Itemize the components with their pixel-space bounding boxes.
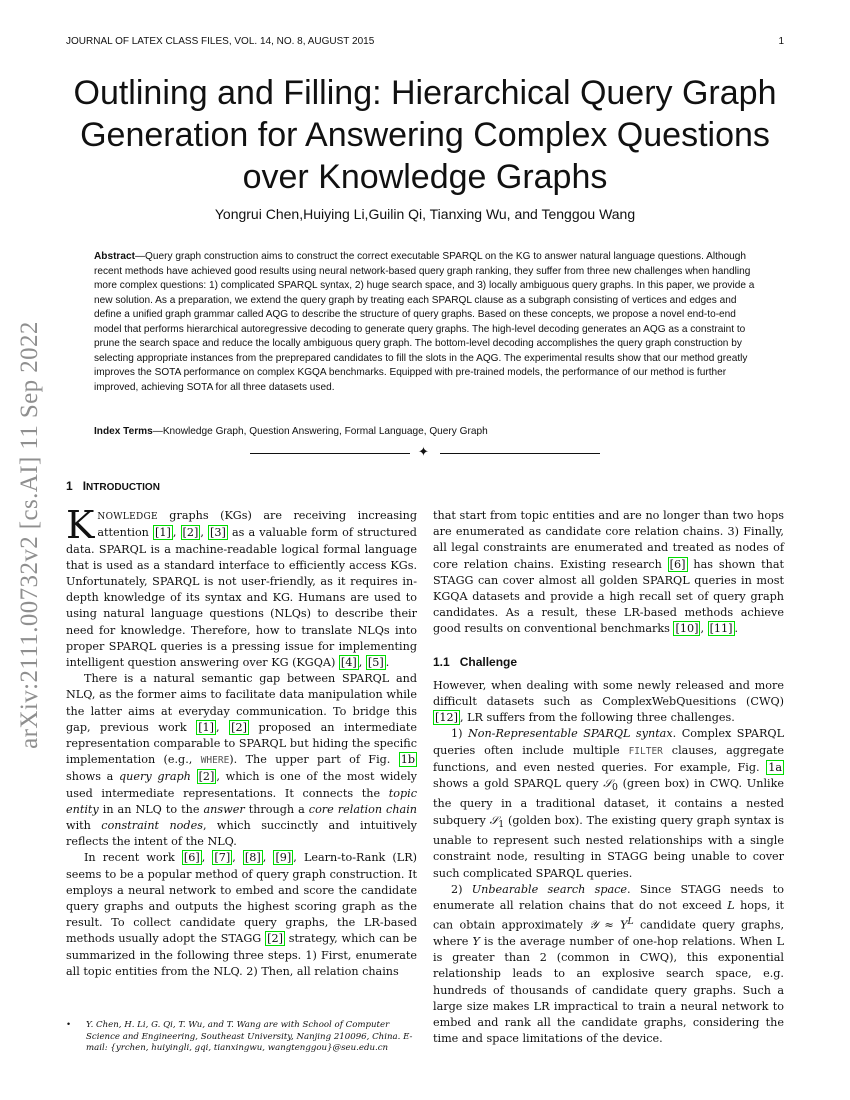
text: , (262, 851, 274, 865)
right-column (433, 508, 784, 1048)
text: is the average number of one-hop relations. When L is greater than 2 (common in CWQ), this exponential relationship leads to an explosive search space, e.g. hundreds of thousands of candidate query graphs. Such a large size makes LR impractical to train a neural network to embed and rank all the candidate graphs, considering the time and space limitations of the device. (433, 935, 784, 1046)
challenge-paragraph-2 (433, 726, 784, 881)
text: , (232, 851, 243, 865)
citation-link[interactable]: [4] (340, 656, 357, 670)
text: , (216, 720, 230, 734)
math-subscript: 0 (611, 782, 618, 794)
abstract-text: —Query graph construction aims to construct the correct executable SPARQL on the KG to answer natural language questions. Although recent methods have achieved good results using neural network-based query graph ranking, they suffer from three new challenges when handling more complex questions: 1) complicated SPARQL syntax, 2) huge search space, and 3) locally ambiguous query graphs. In this paper, we provide a new solution. As a preparation, we extend the query graph by treating each SPARQL clause as a subgraph consisting of vertices and edges and define a unified graph grammar called AQG to describe the structure of query graphs. Based on these concepts, we propose a novel end-to-end model that performs hierarchical autoregressive decoding to generate query graphs. The high-level decoding generates an AQG as a constraint to prune the search space and reduce the locally ambiguous query graph. The bottom-level decoding accomplishes the query graph construction by selecting appropriate instances from the preprepared candidates to fill the slots in the AQG. The experimental results show that our method greatly improves the SOTA performance on complex KGQA benchmarks. Equipped with pre-trained models, the performance of our method is further improved, achieving SOTA for all three datasets used. (94, 251, 755, 393)
intro-paragraph-1 (66, 503, 417, 671)
footnote-text: Y. Chen, H. Li, G. Qi, T. Wu, and T. Wang are with School of Computer Science and Engineering, Southeast University, Nanjing 210096, China. E-mail: {yrchen, huiyingli, gqi, tianxingwu, wangtenggou}@seu.edu.cn (86, 1020, 413, 1053)
text: candidate query graphs, where (433, 918, 784, 949)
index-terms-text: —Knowledge Graph, Question Answering, Formal Language, Query Graph (152, 426, 488, 437)
math-operator: ≈ (598, 918, 621, 932)
text: 1) (451, 727, 468, 741)
text: with (66, 819, 102, 833)
citation-link[interactable]: [6] (669, 557, 686, 571)
citation-link[interactable]: [2] (182, 526, 199, 540)
math-subscript: 1 (498, 818, 505, 830)
text: shows a (66, 770, 120, 784)
section-heading-introduction (66, 478, 417, 496)
text: that start from topic entities and are no longer than two hops are enumerated as candidate core relation chains. 3) Finally, all legal constraints are enumerated and treated as nodes of core relation chains. Existing research (433, 509, 784, 571)
text: . Complex SPARQL queries often include multiple (433, 727, 784, 757)
code-keyword: FILTER (628, 745, 663, 757)
author-list: Yongrui Chen,Huiying Li,Guilin Qi, Tianxing Wu, and Tenggou Wang (214, 206, 636, 222)
intro-paragraph-4 (433, 508, 784, 638)
text: , (358, 656, 366, 670)
citation-link[interactable]: [9] (275, 851, 292, 865)
arxiv-identifier: arXiv:2111.00732v2 [cs.AI] 11 Sep 2022 (16, 321, 44, 749)
math-superscript: L (627, 916, 634, 928)
smallcaps-lead: NOWLEDGE (97, 512, 158, 523)
figure-link[interactable]: 1a (768, 760, 782, 774)
citation-link[interactable]: [8] (244, 851, 261, 865)
emphasis: Unbearable search space (471, 882, 628, 896)
journal-name: JOURNAL OF LATEX CLASS FILES, VOL. 14, NO. 8, AUGUST 2015 (66, 36, 375, 47)
emphasis: Non-Representable SPARQL syntax (467, 727, 673, 741)
text: strategy, which can be summarized in the following three steps. 1) First, enumerate all topic entities from the NLQ. 2) Then, all relation chains (66, 932, 417, 978)
challenge-paragraph-3 (433, 882, 784, 1048)
text: , (172, 526, 181, 540)
section-title-rest: NTRODUCTION (86, 482, 160, 493)
text: There is a natural semantic gap between SPARQL and NLQ, as the former aims to facilitate data manipulation while the latter aims at everyday communication. To bridge this gap, previous work (66, 672, 417, 734)
abstract (94, 250, 756, 395)
text: . Since STAGG needs to enumerate all relation chains that do not exceed (433, 882, 785, 912)
text: In recent work (84, 851, 182, 865)
text: ). The upper part of Fig. (229, 753, 399, 767)
text: , (700, 622, 708, 636)
emphasis: topic entity (66, 786, 417, 816)
index-terms-label: Index Terms (94, 426, 153, 437)
text: 2) (451, 882, 472, 896)
running-header (66, 36, 784, 47)
text: graphs (KGs) are receiving increasing attention (97, 509, 417, 540)
arxiv-stamp (8, 300, 52, 770)
index-terms (94, 425, 756, 439)
text: (golden box). The existing query graph syntax is unable to represent such nested relationships with a single constraint node, resulting in STAGG being unable to cover such complicated SPARQL queries. (433, 813, 784, 880)
text: , Learn-to-Rank (LR) seems to be a popular method of query graph construction. It employs a neural network to embed and score the candidate query graphs and outputs the highest scoring graph as the result. To collect candidate query graphs, the LR-based methods usually adopt the STAGG (66, 851, 418, 946)
math-symbol: L (727, 898, 735, 912)
math-symbol: 𝒴 (589, 918, 599, 932)
text: hops, it can obtain approximately (433, 898, 784, 932)
page-number: 1 (778, 36, 784, 47)
separator-line-right (440, 453, 600, 454)
citation-link[interactable]: [7] (214, 851, 231, 865)
text: clauses, aggregate functions, and even nested queries. For example, Fig. (433, 743, 784, 774)
text: However, when dealing with some newly released and more difficult datasets such as ComplexWebQuesitions (CWQ) (433, 678, 784, 709)
text: shows a gold SPARQL query (433, 777, 604, 791)
citation-link[interactable]: [11] (709, 622, 733, 636)
drop-cap: K (66, 503, 95, 548)
math-symbol: 𝒮 (489, 813, 499, 827)
math-symbol: Y (472, 935, 480, 949)
section-number: 1 (66, 479, 73, 493)
abstract-label: Abstract (94, 251, 135, 262)
citation-link[interactable]: [1] (155, 526, 171, 540)
citation-link[interactable]: [10] (675, 622, 699, 636)
text: through a (244, 802, 309, 816)
text (191, 770, 197, 783)
separator-line-left (250, 453, 410, 454)
bullet-icon: • (66, 1020, 72, 1030)
math-symbol: 𝒮 (603, 777, 612, 791)
citation-link[interactable]: [6] (183, 851, 200, 865)
emphasis: answer (203, 802, 245, 816)
text: . (385, 656, 390, 670)
text: (green box) in CWQ. Unlike the query in a traditional dataset, it contains a nested subquery (433, 777, 784, 827)
code-keyword: WHERE (200, 755, 230, 767)
citation-link[interactable]: [2] (267, 932, 283, 946)
math-symbol: Y (620, 918, 628, 932)
subsection-number: 1.1 (433, 654, 450, 669)
citation-link[interactable]: [5] (367, 656, 384, 670)
citation-link[interactable]: [1] (198, 720, 215, 734)
text: , LR suffers from the following three challenges. (459, 711, 735, 725)
text: , which succinctly and intuitively reflects the intent of the NLQ. (66, 819, 417, 849)
left-column (66, 478, 417, 980)
text: , (201, 851, 213, 865)
subsection-heading-challenge (433, 654, 784, 670)
text: , which is one of the most widely used intermediate representations. It connects the (66, 770, 417, 800)
intro-paragraph-3 (66, 850, 417, 980)
citation-link[interactable]: [3] (210, 526, 226, 540)
emphasis: core relation chain (308, 802, 417, 816)
section-separator (250, 446, 600, 460)
figure-link[interactable]: 1b (400, 753, 415, 767)
text: has shown that STAGG can cover almost all golden SPARQL queries in most KGQA datasets and provide a high recall set of query graph candidates. As a result, these LR-based methods achieve good results on conventional benchmarks (433, 557, 784, 636)
text: in an NLQ to the (98, 802, 204, 816)
citation-link[interactable]: [12] (435, 711, 458, 725)
emphasis: query graph (119, 770, 191, 784)
separator-diamond-icon: ✦ (418, 445, 429, 460)
intro-paragraph-2 (66, 671, 417, 850)
text: . (734, 622, 739, 636)
citation-link[interactable]: [2] (231, 720, 247, 734)
section-title-initial: I (82, 479, 87, 493)
text: proposed an intermediate representation comparable to SPARQL but hiding the specific implementation (e.g., (66, 720, 417, 767)
challenge-paragraph-1 (433, 678, 784, 727)
citation-link[interactable]: [2] (198, 770, 215, 784)
author-affiliation-footnote (66, 1020, 417, 1055)
emphasis: constraint nodes (101, 819, 203, 833)
text: , (200, 526, 209, 540)
paper-title: Outlining and Filling: Hierarchical Query Graph Generation for Answering Complex Questions over Knowledge Graphs (73, 74, 777, 196)
subsection-title: Challenge (459, 654, 518, 669)
text: as a valuable form of structured data. SPARQL is a machine-readable logical formal language that is used as a standard interface to efficiently access KGs. Unfortunately, SPARQL is not user-friendly, as it requires in-depth knowledge of its syntax and KG. Humans are used to using natural language questions (NLQs) to describe their need for knowledge. Therefore, how to translate NLQs into proper SPARQL queries is a pressing issue for implementing intelligent question answering over KG (KGQA) (66, 526, 417, 670)
